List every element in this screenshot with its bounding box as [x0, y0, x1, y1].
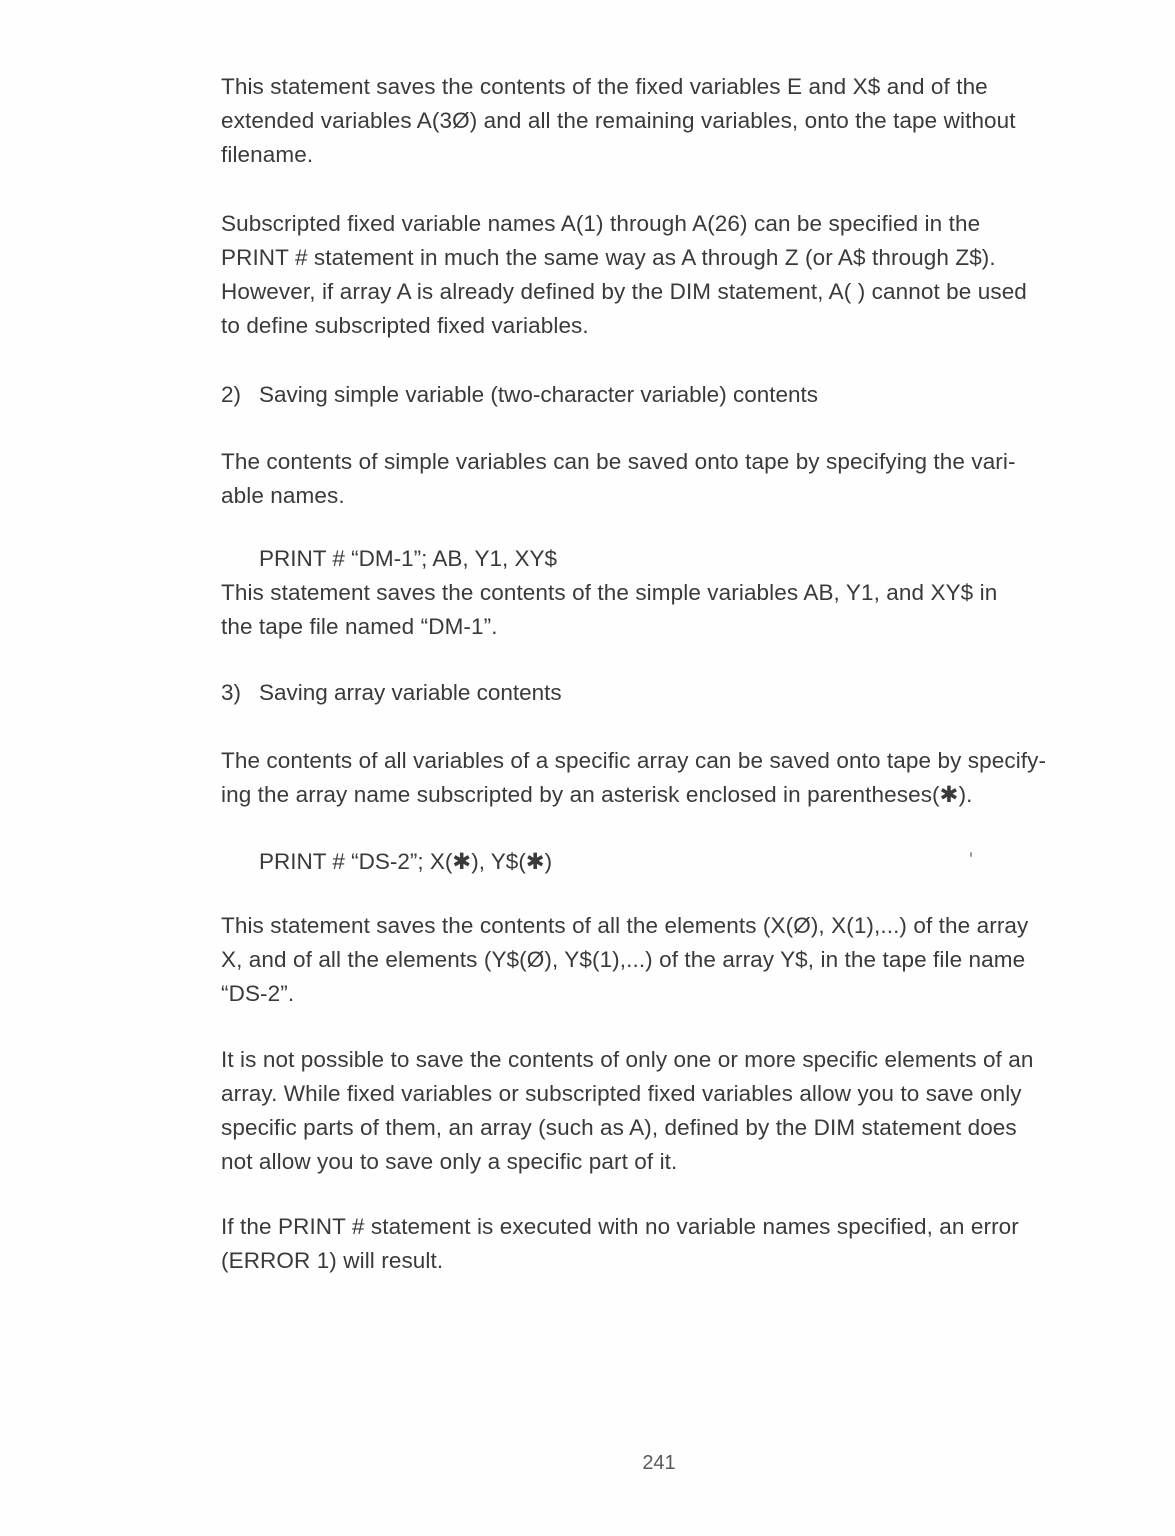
section-title: Saving simple variable (two-character variable) contents	[259, 382, 818, 407]
paragraph-simple-variables: The contents of simple variables can be saved onto tape by specifying the vari- able names.	[221, 449, 1016, 508]
code-example-dm1: PRINT # “DM-1”; AB, Y1, XY$	[259, 546, 558, 571]
section-heading-array-variables	[221, 676, 1101, 710]
paragraph-array-variables: The contents of all variables of a specific array can be saved onto tape by specify- ing the array name subscripted by an asterisk enclosed in parentheses(✱).	[221, 748, 1047, 807]
section-heading-simple-variables	[221, 378, 1101, 412]
section-number: 2)	[221, 382, 242, 407]
page-number: 241	[642, 1452, 676, 1474]
paragraph-array-limitation: It is not possible to save the contents of only one or more specific elements of an array. While fixed variables or subscripted fixed variables allow you to save only specific parts of them, an array (such as A), defined by the DIM statement does not allow you to save only a specific part of it.	[221, 1047, 1034, 1174]
paragraph-subscripted-fixed-variables: Subscripted fixed variable names A(1) through A(26) can be specified in the PRINT # statement in much the same way as A through Z (or A$ through Z$). However, if array A is already defined by the DIM statement, A( ) cannot be used to define subscripted fixed variables.	[221, 211, 1027, 338]
paragraph-dm1-explanation: This statement saves the contents of the simple variables AB, Y1, and XY$ in the tape file named “DM-1”.	[221, 580, 998, 639]
paragraph-error-note: If the PRINT # statement is executed with no variable names specified, an error (ERROR 1) will result.	[221, 1214, 1019, 1273]
paragraph-save-fixed-variables: This statement saves the contents of the fixed variables E and X$ and of the extended variables A(3Ø) and all the remaining variables, onto the tape without filename.	[221, 74, 1016, 167]
section-title: Saving array variable contents	[259, 680, 562, 705]
paragraph-ds2-explanation: This statement saves the contents of all the elements (X(Ø), X(1),...) of the array X, and of all the elements (Y$(Ø), Y$(1),...) of the array Y$, in the tape file name “DS-2”.	[221, 913, 1029, 1006]
section-number: 3)	[221, 680, 242, 705]
scan-speck	[970, 852, 972, 857]
code-example-ds2: PRINT # “DS-2”; X(✱), Y$(✱)	[259, 849, 553, 874]
